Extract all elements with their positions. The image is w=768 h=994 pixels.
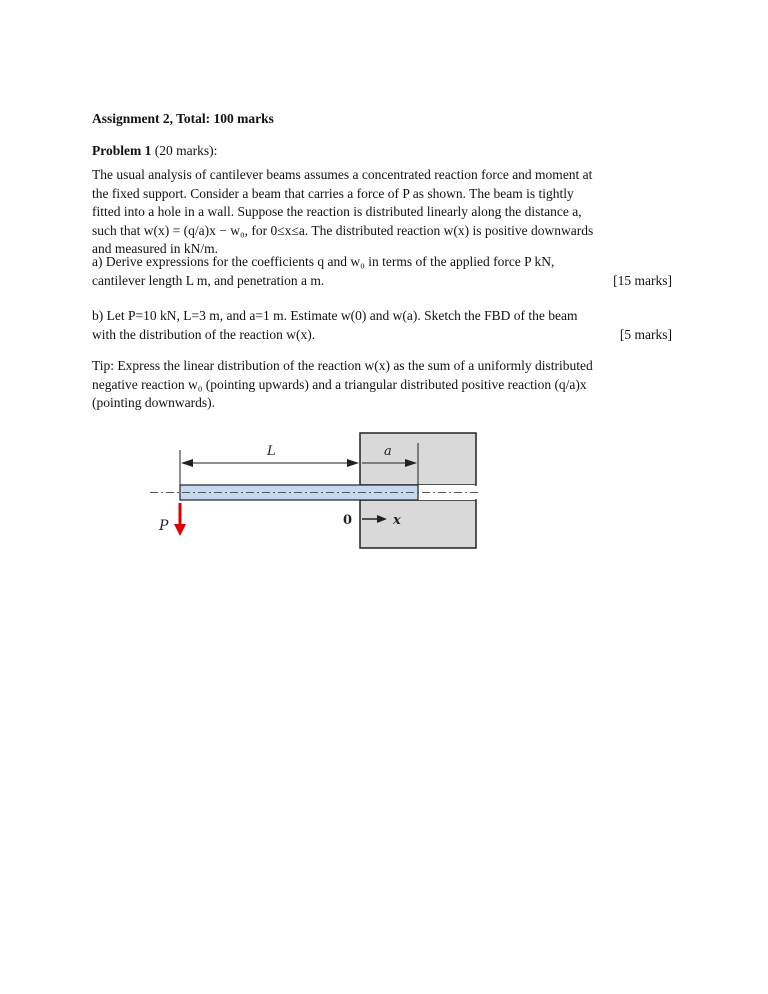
part-a-line: a) Derive expressions for the coefficients q and w₀ in terms of the applied force P kN, [92,254,555,269]
label-x: x [393,513,401,528]
part-b-line: b) Let P=10 kN, L=3 m, and a=1 m. Estimate w(0) and w(a). Sketch the FBD of the beam [92,308,578,323]
problem-marks: (20 marks): [151,143,218,158]
tip-line: negative reaction w₀ (pointing upwards) and a triangular distributed positive reaction (q/a)x [92,376,587,392]
dim-L-arrow-right [347,459,359,467]
intro-line: fitted into a hole in a wall. Suppose the reaction is distributed linearly along the distance a, [92,204,582,219]
intro-line: such that w(x) = (q/a)x − w₀, for 0≤x≤a. The distributed reaction w(x) is positive downwards [92,222,594,238]
intro-line: the fixed support. Consider a beam that carries a force of P as shown. The beam is tightly [92,185,574,201]
part-a-text: cantilever length L m, and penetration a m. [92,272,325,288]
part-b-text: with the distribution of the reaction w(x). [92,326,316,342]
intro-line: The usual analysis of cantilever beams assumes a concentrated reaction force and moment at [92,167,593,182]
label-P: P [159,518,169,534]
tip-line: (pointing downwards). [92,395,215,410]
force-P-arrowhead [174,524,186,536]
label-origin: 0 [343,513,353,528]
tip-line: Tip: Express the linear distribution of the reaction w(x) as the sum of a uniformly distributed [92,358,593,373]
wall-lower [360,500,476,548]
dim-L-arrow-left [181,459,193,467]
label-a: a [384,444,392,459]
intro-line: and measured in kN/m. [92,241,218,256]
part-b-marks: [5 marks] [619,326,672,342]
assignment-title: Assignment 2, Total: 100 marks [92,111,274,126]
part-a-marks: [15 marks] [613,272,672,288]
problem-number: Problem 1 [92,143,152,158]
label-L: L [267,444,276,459]
